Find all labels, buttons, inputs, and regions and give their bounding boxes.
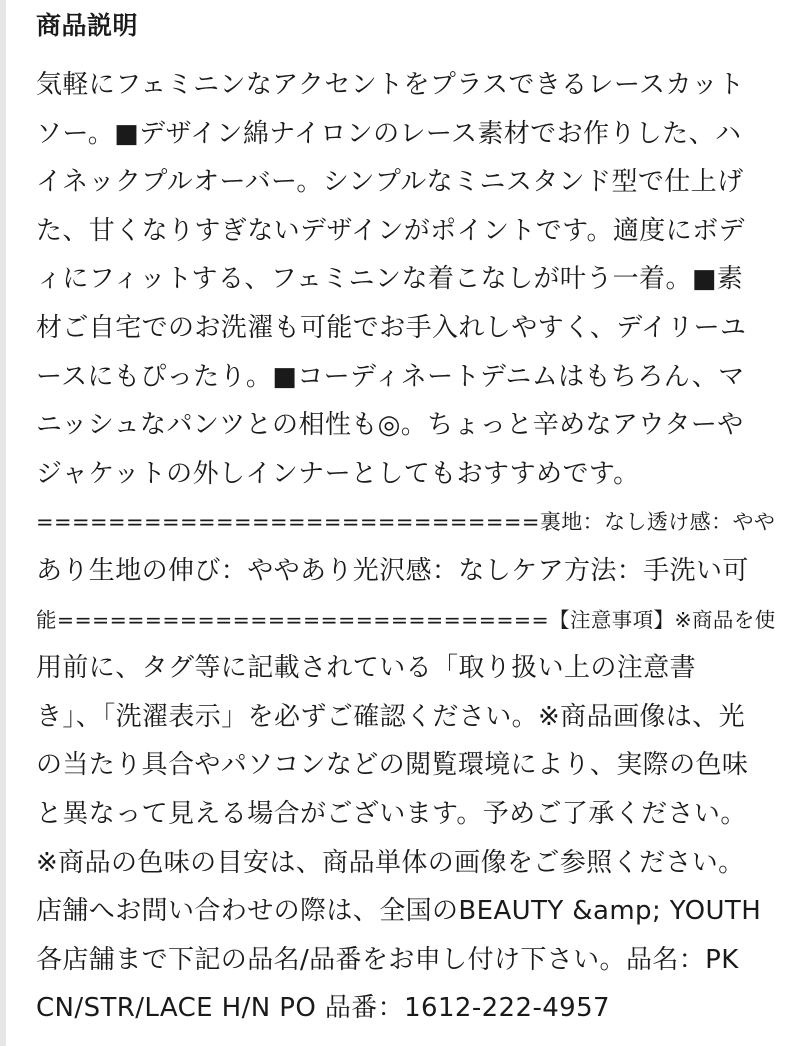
- description-line: ジャケットの外しインナーとしてもおすすめです。: [36, 458, 640, 489]
- description-line: 能============================【注意事項】※商品を使: [36, 607, 776, 632]
- description-line: ースにもぴったり。■コーディネートデニムはもちろん、マ: [36, 361, 745, 392]
- description-line: ============================裏地：なし透け感：やや: [36, 510, 776, 535]
- description-line: ニッシュなパンツとの相性も◎。ちょっと辛めなアウターや: [36, 410, 744, 441]
- description-line: イネックプルオーバー。シンプルなミニスタンド型で仕上げ: [36, 167, 744, 198]
- description-line: た、甘くなりすぎないデザインがポイントです。適度にボデ: [36, 215, 745, 246]
- description-line: 用前に、タグ等に記載されている「取り扱い上の注意書: [36, 653, 697, 684]
- left-divider: [0, 0, 6, 1046]
- description-line: 気軽にフェミニンなアクセントをプラスできるレースカット: [36, 70, 745, 100]
- description-line: CN/STR/LACE H/N PO 品番：1612-222-4957: [36, 993, 610, 1024]
- description-line: あり生地の伸び：ややあり光沢感：なしケア方法：手洗い可: [36, 555, 749, 586]
- description-line: き」、「洗濯表示」を必ずご確認ください。※商品画像は、光: [36, 701, 745, 732]
- description-line: の当たり具合やパソコンなどの閲覧環境により、実際の色味: [36, 750, 749, 781]
- description-line: 各店舗まで下記の品名/品番をお申し付け下さい。品名：PK: [36, 944, 739, 975]
- description-body: [36, 61, 776, 1033]
- description-line: 材ご自宅でのお洗濯も可能でお手入れしやすく、デイリーユ: [36, 312, 747, 343]
- section-heading: 商品説明: [36, 11, 139, 40]
- description-line: 店舗へお問い合わせの際は、全国のBEAUTY &amp; YOUTH: [36, 896, 762, 927]
- description-line: と異なって見える場合がございます。予めご了承ください。: [36, 798, 747, 829]
- description-line: ソー。■デザイン綿ナイロンのレース素材でお作りした、ハ: [36, 118, 742, 149]
- description-line: ※商品の色味の目安は、商品単体の画像をご参照ください。: [36, 847, 745, 878]
- description-line: ィにフィットする、フェミニンな着こなしが叶う一着。■素: [36, 264, 744, 295]
